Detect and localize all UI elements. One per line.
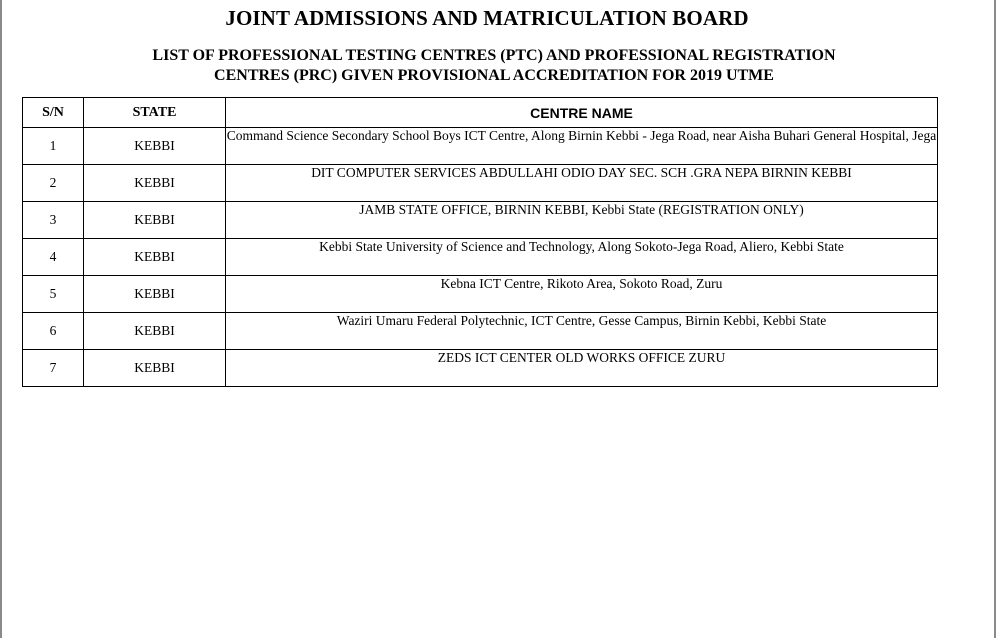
cell-state: KEBBI bbox=[84, 239, 226, 276]
document-subtitle bbox=[2, 46, 986, 86]
cell-centre-name: DIT COMPUTER SERVICES ABDULLAHI ODIO DAY SEC. SCH .GRA NEPA BIRNIN KEBBI bbox=[226, 165, 938, 202]
table-row bbox=[23, 202, 938, 239]
cell-sn: 4 bbox=[23, 239, 84, 276]
table-row bbox=[23, 276, 938, 313]
cell-state: KEBBI bbox=[84, 128, 226, 165]
cell-state: KEBBI bbox=[84, 313, 226, 350]
cell-sn: 2 bbox=[23, 165, 84, 202]
table-row bbox=[23, 165, 938, 202]
subtitle-line-1: LIST OF PROFESSIONAL TESTING CENTRES (PTC) AND PROFESSIONAL REGISTRATION bbox=[152, 47, 836, 64]
cell-centre-name: Kebna ICT Centre, Rikoto Area, Sokoto Road, Zuru bbox=[226, 276, 938, 313]
cell-sn: 3 bbox=[23, 202, 84, 239]
table-row bbox=[23, 313, 938, 350]
header-centre-name: CENTRE NAME bbox=[226, 98, 938, 128]
cell-sn: 5 bbox=[23, 276, 84, 313]
cell-centre-name: Waziri Umaru Federal Polytechnic, ICT Centre, Gesse Campus, Birnin Kebbi, Kebbi State bbox=[226, 313, 938, 350]
cell-state: KEBBI bbox=[84, 202, 226, 239]
subtitle-line-2: CENTRES (PRC) GIVEN PROVISIONAL ACCREDITATION FOR 2019 UTME bbox=[214, 67, 774, 84]
cell-sn: 7 bbox=[23, 350, 84, 387]
cell-centre-name: Kebbi State University of Science and Technology, Along Sokoto-Jega Road, Aliero, Kebbi State bbox=[226, 239, 938, 276]
cell-sn: 1 bbox=[23, 128, 84, 165]
cell-centre-name: Command Science Secondary School Boys ICT Centre, Along Birnin Kebbi - Jega Road, near Aisha Buhari General Hospital, Jega bbox=[226, 128, 938, 165]
table-row bbox=[23, 239, 938, 276]
document-title: JOINT ADMISSIONS AND MATRICULATION BOARD bbox=[225, 6, 749, 30]
header-state: STATE bbox=[84, 98, 226, 128]
header-sn: S/N bbox=[23, 98, 84, 128]
table-row bbox=[23, 350, 938, 387]
cell-centre-name: ZEDS ICT CENTER OLD WORKS OFFICE ZURU bbox=[226, 350, 938, 387]
centres-table bbox=[22, 97, 938, 387]
cell-centre-name: JAMB STATE OFFICE, BIRNIN KEBBI, Kebbi State (REGISTRATION ONLY) bbox=[226, 202, 938, 239]
cell-state: KEBBI bbox=[84, 350, 226, 387]
table-header-row bbox=[23, 98, 938, 128]
table-row bbox=[23, 128, 938, 165]
cell-state: KEBBI bbox=[84, 276, 226, 313]
cell-state: KEBBI bbox=[84, 165, 226, 202]
cell-sn: 6 bbox=[23, 313, 84, 350]
